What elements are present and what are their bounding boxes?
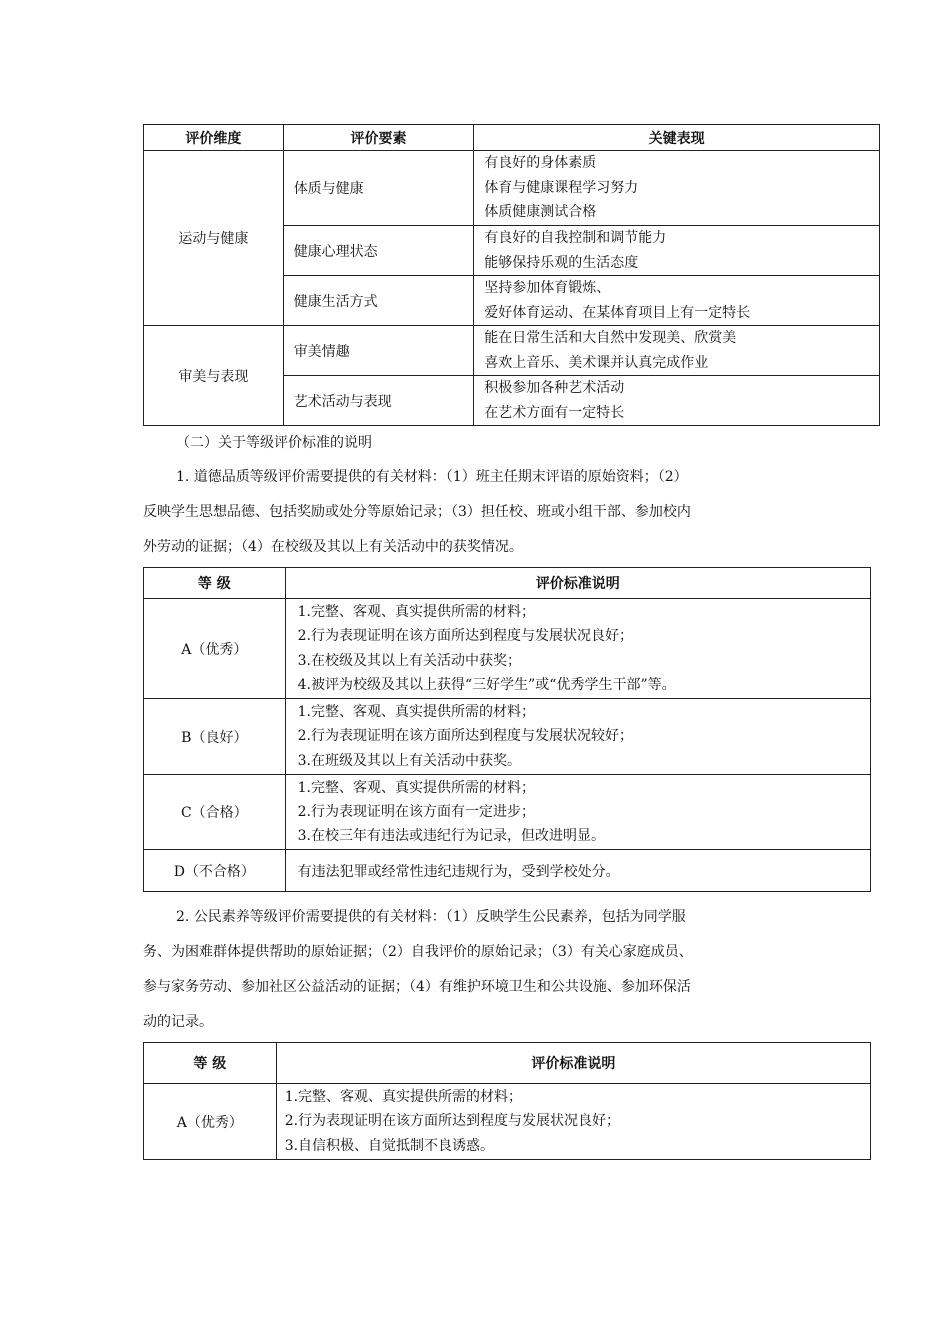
dimension-cell: 审美与表现: [144, 326, 284, 426]
header-element: 评价要素: [283, 125, 474, 151]
performance-item: 喜欢上音乐、美术课并认真完成作业: [484, 354, 709, 371]
criteria-item: 2.行为表现证明在该方面所达到程度与发展状况良好；: [284, 1113, 621, 1130]
performance-item: 有良好的自我控制和调节能力: [484, 230, 667, 246]
criteria-item: 2.行为表现证明在该方面所达到程度与发展状况良好；: [297, 628, 633, 645]
civic-grade-table: [143, 1042, 871, 1160]
criteria-item: 4.被评为校级及其以上获得“三好学生”或“优秀学生干部”等。: [297, 676, 676, 693]
paragraph-line: 反映学生思想品德、包括奖励或处分等原始记录；（3）担任校、班或小组干部、参加校内: [143, 504, 691, 520]
performance-item: 能够保持乐观的生活态度: [484, 254, 639, 271]
paragraph-line: 参与家务劳动、参加社区公益活动的证据；（4）有维护环境卫生和公共设施、参加环保活: [143, 979, 691, 995]
criteria-item: 1.完整、客观、真实提供所需的材料；: [297, 779, 535, 796]
criteria-item: 3.自信积极、自觉抵制不良诱惑。: [284, 1137, 495, 1154]
criteria-item: 1.完整、客观、真实提供所需的材料；: [284, 1089, 523, 1106]
performance-cell: [474, 151, 880, 226]
header-criteria: 评价标准说明: [285, 568, 870, 599]
moral-grade-table: [143, 567, 871, 892]
criteria-cell: [285, 775, 870, 850]
header-criteria: 评价标准说明: [276, 1043, 870, 1084]
performance-item: 积极参加各种艺术活动: [484, 380, 625, 396]
element-cell: 健康心理状态: [283, 226, 474, 276]
criteria-item: 2.行为表现证明在该方面所达到程度与发展状况较好；: [297, 728, 633, 745]
criteria-cell: [285, 599, 870, 699]
header-dimension: 评价维度: [144, 125, 284, 151]
header-grade: 等 级: [144, 568, 286, 599]
header-grade: 等 级: [144, 1043, 277, 1084]
grade-cell: C（合格）: [144, 775, 286, 850]
criteria-item: 3.在校三年有违法或违纪行为记录，但改进明显。: [297, 828, 605, 845]
criteria-item: 1.完整、客观、真实提供所需的材料；: [297, 603, 535, 620]
performance-item: 在艺术方面有一定特长: [484, 404, 625, 421]
performance-item: 坚持参加体育锻炼、: [484, 280, 611, 296]
criteria-cell: [285, 699, 870, 775]
performance-item: 有良好的身体素质: [484, 155, 597, 172]
performance-item: 能在日常生活和大自然中发现美、欣赏美: [484, 330, 737, 346]
paragraph-line: 1. 道德品质等级评价需要提供的有关材料：（1）班主任期末评语的原始资料；（2）: [176, 469, 688, 485]
criteria-cell: 有违法犯罪或经常性违纪违规行为，受到学校处分。: [285, 850, 870, 892]
performance-cell: [474, 276, 880, 326]
section-heading: （二）关于等级评价标准的说明: [176, 435, 372, 451]
grade-cell: D（不合格）: [144, 850, 286, 892]
element-cell: 艺术活动与表现: [283, 376, 474, 426]
element-cell: 体质与健康: [283, 151, 474, 226]
performance-cell: [474, 326, 880, 376]
performance-item: 体育与健康课程学习努力: [484, 179, 639, 196]
criteria-item: 1.完整、客观、真实提供所需的材料；: [297, 704, 535, 721]
criteria-cell: [276, 1084, 870, 1160]
grade-cell: A（优秀）: [144, 1084, 277, 1160]
performance-cell: [474, 376, 880, 426]
paragraph-line: 外劳动的证据；（4）在校级及其以上有关活动中的获奖情况。: [143, 539, 523, 555]
performance-item: 体质健康测试合格: [484, 204, 597, 221]
paragraph-civic-literacy: [143, 900, 833, 1040]
evaluation-dimension-table: [143, 124, 880, 426]
performance-item: 爱好体育运动、在某体育项目上有一定特长: [484, 304, 751, 321]
header-key-performance: 关键表现: [474, 125, 880, 151]
grade-cell: B（良好）: [144, 699, 286, 775]
performance-cell: [474, 226, 880, 276]
criteria-item: 3.在校级及其以上有关活动中获奖；: [297, 652, 521, 669]
paragraph-line: 2. 公民素养等级评价需要提供的有关材料：（1）反映学生公民素养，包括为同学服: [176, 909, 686, 925]
dimension-cell: 运动与健康: [144, 151, 284, 326]
paragraph-line: 务、为困难群体提供帮助的原始证据；（2）自我评价的原始记录；（3）有关心家庭成员、: [143, 944, 693, 960]
grade-cell: A（优秀）: [144, 599, 286, 699]
paragraph-moral-quality: [143, 460, 833, 565]
element-cell: 健康生活方式: [283, 276, 474, 326]
paragraph-line: 动的记录。: [143, 1014, 213, 1030]
criteria-item: 3.在班级及其以上有关活动中获奖。: [297, 752, 521, 769]
criteria-item: 2.行为表现证明在该方面有一定进步；: [297, 803, 535, 820]
element-cell: 审美情趣: [283, 326, 474, 376]
